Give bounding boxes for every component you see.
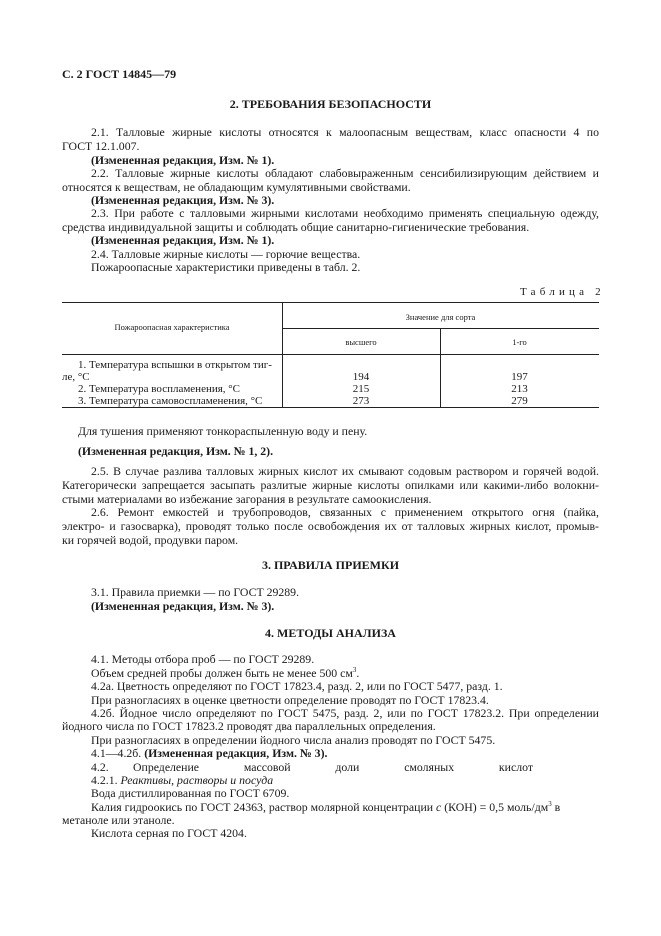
table-row-3-label: 3. Температура самовоспламенения, °С — [78, 395, 263, 407]
p-water: Вода дистиллированная по ГОСТ 6709. — [91, 786, 290, 800]
edition-note-5: (Измененная редакция, Изм. № 3). — [91, 599, 275, 613]
p-koh-line2: метаноле или этаноле. — [62, 813, 175, 827]
p-4-2b-line2: йодного числа по ГОСТ 17823.2 проводят два параллельных определения. — [62, 719, 436, 733]
p-4-2a-b: При разногласиях в оценке цветности определение проводят по ГОСТ 17823.4. — [91, 693, 489, 707]
edition-note-2: (Измененная редакция, Изм. № 3). — [91, 193, 275, 207]
edition-note-6: 4.1—4.2б. (Измененная редакция, Изм. № 3). — [91, 746, 328, 760]
p-4-2b-line3: При разногласиях в определении йодного числа анализ проводят по ГОСТ 5475. — [91, 733, 496, 747]
table-row-1-value-1: 194 — [352, 371, 370, 383]
p-koh-line1: Калия гидроокись по ГОСТ 24363, раствор молярной концентрации с (КОН) = 0,5 моль/$дм^3$ в — [91, 800, 561, 814]
p-2-2-line2: относятся к веществам, не обладающим кумулятивными свойствами. — [62, 180, 411, 194]
table-row-3-value-1: 273 — [352, 395, 370, 407]
table-caption: Таблица 2 — [520, 286, 605, 298]
p-4-1b: Объем средней пробы должен быть не менее 500 $см^3$. — [91, 666, 360, 680]
page-header: С. 2 ГОСТ 14845—79 — [62, 67, 177, 81]
table-row-1-label-cont: ле, °С — [62, 371, 90, 383]
section-3-title: 3. ПРАВИЛА ПРИЕМКИ — [261, 558, 400, 572]
p-2-6-line2: электро- и газосварка), проводят только после освобождения их от талловых жирных кислот, промыв- — [62, 519, 599, 533]
p-3-1: 3.1. Правила приемки — по ГОСТ 29289. — [91, 585, 300, 599]
table-row-2-value-2: 213 — [511, 383, 528, 395]
p-4-2-1: 4.2.1. Реактивы, растворы и посуда — [91, 773, 274, 787]
p-2-3-line1: 2.3. При работе с талловыми жирными кислотами необходимо применять специальную одежду, — [91, 206, 599, 220]
p-acid: Кислота серная по ГОСТ 4204. — [91, 826, 247, 840]
p-2-5-line3: стыми материалами во избежание загорания в результате самоокисления. — [62, 492, 432, 506]
table-row-2-label: 2. Температура воспламенения, °С — [78, 383, 241, 395]
p-4-2a: 4.2а. Цветность определяют по ГОСТ 17823.4, разд. 2, или по ГОСТ 5477, разд. 1. — [91, 679, 503, 693]
table-header-first-grade: 1-го — [512, 337, 527, 347]
p-4-1: 4.1. Методы отбора проб — по ГОСТ 29289. — [91, 652, 315, 666]
edition-note-4: (Измененная редакция, Изм. № 1, 2). — [78, 444, 274, 458]
table-header-group: Значение для сорта — [405, 312, 476, 322]
p-extinguishing: Для тушения применяют тонкораспыленную воду и пену. — [78, 424, 368, 438]
p-2-2-line1: 2.2. Талловые жирные кислоты обладают слабовыраженным сенсибилизирующим действием и — [91, 166, 599, 180]
table-header-top-grade: высшего — [345, 337, 377, 347]
table-row-2-value-1: 215 — [352, 383, 370, 395]
section-4-title: 4. МЕТОДЫ АНАЛИЗА — [265, 626, 396, 640]
table-row-3-value-2: 279 — [511, 395, 528, 407]
p-2-1-line1: 2.1. Талловые жирные кислоты относятся к малоопасным веществам, класс опасности 4 по — [91, 125, 599, 139]
p-2-4: 2.4. Талловые жирные кислоты — горючие вещества. — [91, 247, 361, 261]
edition-note-1: (Измененная редакция, Изм. № 1). — [91, 153, 275, 167]
table-row-1-label: 1. Температура вспышки в открытом тиг- — [78, 359, 272, 371]
p-4-2b-line1: 4.2б. Йодное число определяют по ГОСТ 5475, разд. 2, или по ГОСТ 17823.2. При определении — [91, 706, 599, 720]
table-row-1-value-2: 197 — [511, 371, 528, 383]
table-header-characteristic: Пожароопасная характеристика — [114, 322, 230, 332]
edition-note-3: (Измененная редакция, Изм. № 1). — [91, 233, 275, 247]
p-4-2-num: 4.2. — [91, 760, 109, 774]
section-2-title: 2. ТРЕБОВАНИЯ БЕЗОПАСНОСТИ — [229, 97, 432, 111]
p-2-6-line3: ки горячей водой, продувки паром. — [62, 533, 239, 547]
p-2-5-line1: 2.5. В случае разлива талловых жирных кислот их смывают содовым раствором и горячей водой. — [91, 464, 599, 478]
p-2-6-line1: 2.6. Ремонт емкостей и трубопроводов, связанных с применением открытого огня (пайка, — [91, 505, 599, 519]
p-2-5-line2: Категорически запрещается засыпать разлитые жирные кислоты опилками или какими-либо волокни- — [62, 478, 599, 492]
p-4-2-title: Определение массовой доли смоляных кислот — [133, 760, 533, 774]
p-2-1-line2: ГОСТ 12.1.007. — [62, 139, 140, 153]
p-2-3-line2: средства индивидуальной защиты и соблюдать общие санитарно-гигиенические требования. — [62, 220, 530, 234]
p-2-4b: Пожароопасные характеристики приведены в табл. 2. — [91, 260, 361, 274]
